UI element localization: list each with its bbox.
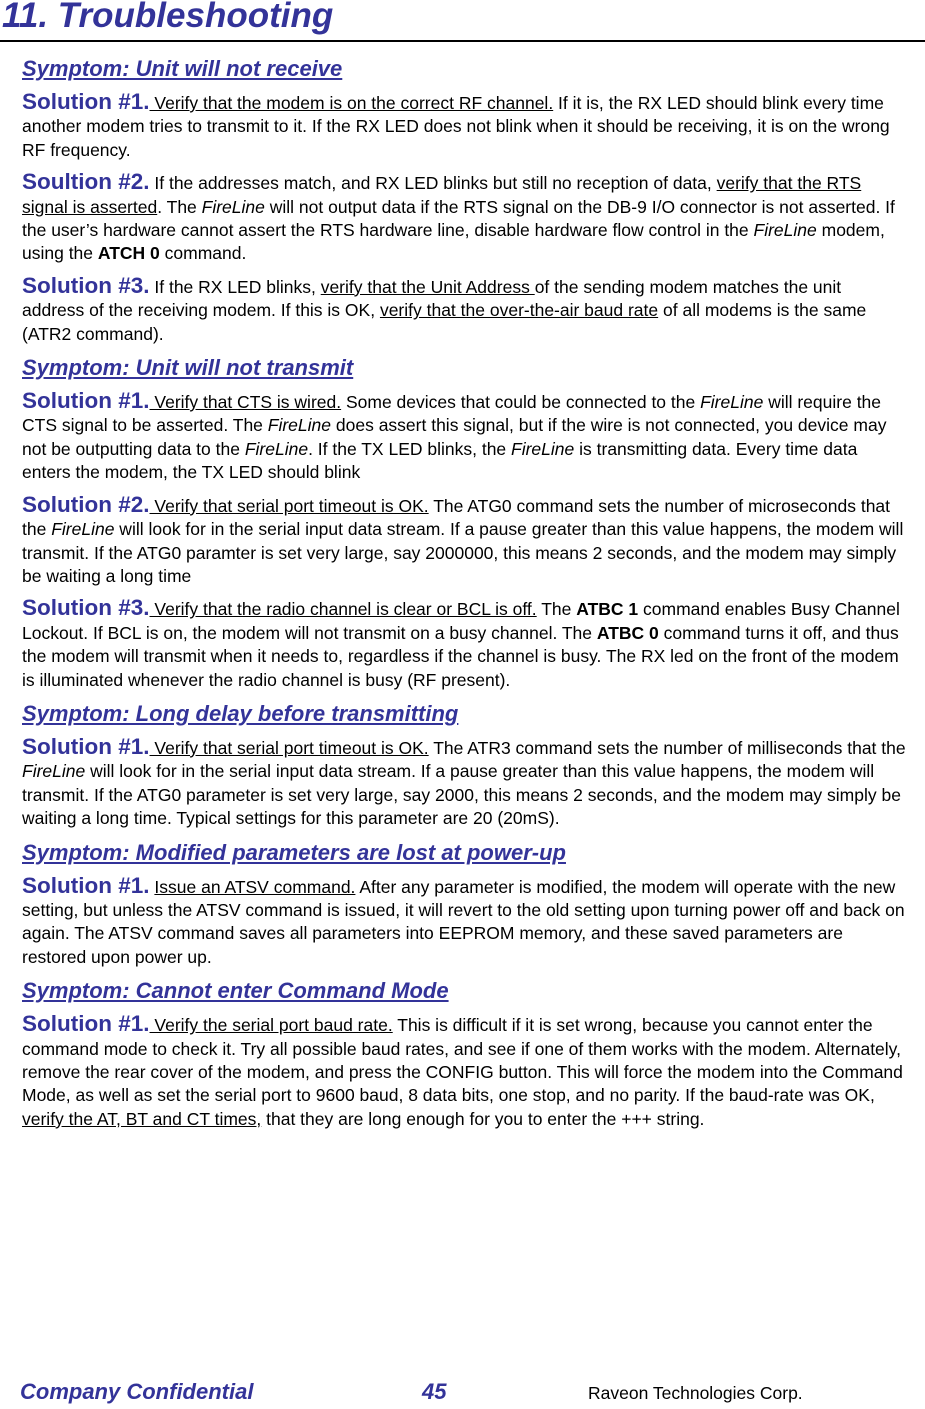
solution-label: Solution #3.: [22, 272, 150, 298]
solution-text: . If the TX LED blinks, the: [308, 438, 512, 459]
symptom-section: [22, 354, 907, 692]
symptom-heading: Symptom: Unit will not transmit: [22, 355, 354, 381]
title-rule: [0, 40, 925, 42]
solution-text: The: [536, 599, 577, 620]
solution-label: Solution #1.: [22, 388, 150, 414]
page-footer: [0, 1379, 925, 1409]
solution-action: verify that the RTS signal is asserted: [22, 173, 862, 217]
symptom-heading: Symptom: Modified parameters are lost at power-up: [22, 839, 566, 865]
solution-text: This is difficult if it is set wrong, because you cannot enter the command mode to check it. Try all possible baud rates, and see if one of them works with the modem. Alternately, remove the rear cover of the modem, and press the CONFIG button. This will force the modem into the Command Mode, as well as set the serial port to 9600 baud, 8 data bits, one stop, and no parity. If the baud-rate was OK,: [22, 1015, 903, 1106]
solution-text: Some devices that could be connected to the: [341, 392, 701, 413]
symptom-section: [22, 977, 907, 1131]
solution-label: Solution #1.: [22, 89, 150, 114]
solution-action: Issue an ATSV command.: [154, 876, 356, 897]
solution-text: The ATG0 command sets the number of microseconds that the: [22, 495, 891, 540]
solution-text: command enables Busy Channel Lockout. If BCL is on, the modem will not transmit on a busy channel. The: [22, 599, 900, 643]
solution-label: Solution #1.: [22, 1011, 150, 1037]
product-name: FireLine: [700, 392, 764, 413]
command-name: ATBC 0: [596, 622, 659, 643]
solution-paragraph: [22, 274, 907, 346]
solution-paragraph: [22, 389, 907, 485]
symptom-section: [22, 55, 907, 346]
solution-paragraph: [22, 90, 907, 162]
command-name: ATCH 0: [97, 243, 160, 264]
solution-text: will look for in the serial input data stream. If a pause greater than this value happens, the modem will transmit. If the ATG0 paramter is set very large, say 2000000, this means 2 seconds, and the modem may simply be waiting a long time: [22, 519, 904, 586]
solution-action: verify that the Unit Address: [320, 276, 535, 297]
command-name: ATBC 1: [576, 599, 639, 620]
solution-text: does assert this signal, but if the wire is not connected, you device may not be outputting data to the: [22, 415, 887, 459]
solution-text: If it is, the RX LED should blink every time another modem tries to transmit to it. If the RX LED does not blink when it should be receiving, it is on the wrong RF frequency.: [22, 93, 890, 160]
solution-text: will not output data if the RTS signal on the DB-9 I/O connector is not asserted. If the user’s hardware cannot assert the RTS hardware line, disable hardware flow control in the: [22, 196, 895, 241]
solution-action: verify that the over-the-air baud rate: [379, 300, 659, 321]
product-name: FireLine: [753, 220, 817, 241]
solution-text: If the addresses match, and RX LED blinks but still no reception of data,: [149, 173, 717, 194]
product-name: FireLine: [511, 438, 575, 459]
solution-action: Verify that CTS is wired.: [149, 392, 342, 413]
symptom-section: [22, 839, 907, 970]
solution-text: modem, using the: [22, 220, 885, 264]
solution-label: Solution #3.: [22, 595, 150, 621]
solution-text: . The: [157, 196, 202, 217]
product-name: FireLine: [22, 761, 86, 782]
solution-label: Solution #1.: [22, 872, 150, 898]
solution-text: that they are long enough for you to enter the +++ string.: [261, 1108, 705, 1129]
solution-paragraph: [22, 735, 907, 831]
product-name: FireLine: [201, 196, 265, 217]
solution-action: Verify that serial port timeout is OK.: [149, 737, 429, 758]
solution-text: is transmitting data. Every time data enters the modem, the TX LED should blink: [22, 438, 858, 483]
product-name: FireLine: [244, 438, 309, 459]
solution-label: Solution #2.: [22, 491, 150, 517]
solution-paragraph: [22, 596, 907, 692]
product-name: FireLine: [267, 415, 332, 436]
solution-text: command turns it off, and thus the modem will transmit when it needs to, regardless if the channel is busy. The RX led on the front of the modem is illuminated whenever the radio channel is busy (RF present).: [22, 622, 899, 690]
solution-label: Soultion #2.: [22, 169, 150, 195]
solution-text: command.: [159, 243, 247, 264]
solution-action: Verify that the modem is on the correct RF channel.: [149, 93, 554, 113]
solution-paragraph: [22, 170, 907, 266]
solution-text: After any parameter is modified, the modem will operate with the new setting, but unless the ATSV command is issued, it will revert to the old setting upon turning power off and back on again. The ATSV command saves all parameters into EEPROM memory, and these saved parameters are restored upon power up.: [22, 876, 905, 967]
symptom-heading: Symptom: Cannot enter Command Mode: [22, 978, 449, 1004]
footer-confidential: Company Confidential: [20, 1379, 254, 1404]
product-name: FireLine: [51, 519, 115, 540]
troubleshooting-content: [22, 55, 907, 1139]
symptom-section: [22, 700, 907, 831]
solution-paragraph: [22, 493, 907, 589]
solution-text: of all modems is the same (ATR2 command).: [22, 300, 867, 344]
page-number: 45: [422, 1379, 447, 1404]
solution-action: Verify the serial port baud rate.: [149, 1015, 393, 1036]
solution-paragraph: [22, 874, 907, 970]
symptom-heading: Symptom: Unit will not receive: [22, 56, 343, 81]
solution-text: will require the CTS signal to be asserted. The: [22, 392, 882, 436]
symptom-heading: Symptom: Long delay before transmitting: [22, 700, 459, 726]
solution-action: verify the AT, BT and CT times,: [22, 1108, 262, 1129]
page-title: 11. Troubleshooting: [2, 0, 334, 35]
solution-action: Verify that serial port timeout is OK.: [149, 495, 429, 516]
solution-text: of the sending modem matches the unit address of the receiving modem. If this is OK,: [22, 276, 842, 321]
solution-paragraph: [22, 1012, 907, 1131]
solution-text: will look for in the serial input data stream. If a pause greater than this value happens, the modem will transmit. If the ATG0 parameter is set very large, say 2000, this means 2 seconds, and the modem may simply be waiting a long time. Typical settings for this parameter are 20 (20mS).: [22, 761, 901, 829]
solution-label: Solution #1.: [22, 733, 150, 759]
solution-text: The ATR3 command sets the number of milliseconds that the: [428, 737, 906, 758]
solution-text: If the RX LED blinks,: [149, 276, 321, 297]
solution-action: Verify that the radio channel is clear or BCL is off.: [149, 599, 537, 620]
footer-company: Raveon Technologies Corp.: [588, 1383, 803, 1403]
